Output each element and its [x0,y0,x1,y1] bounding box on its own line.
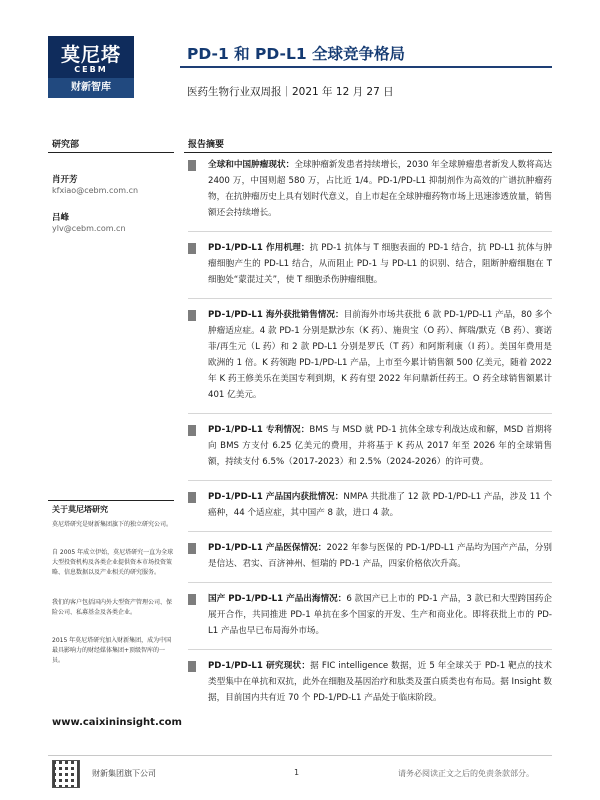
summary-item-heading: PD-1/PD-L1 专利情况： [208,425,310,435]
report-subtitle: 医药生物行业双周报｜2021 年 12 月 27 日 [187,86,394,98]
summary-item [188,240,552,299]
logo-name-en: CEBM [74,65,108,74]
bullet-marker [188,243,196,254]
summary-divider [184,152,552,153]
cebm-logo [48,36,134,98]
page-number: 1 [294,768,300,777]
about-paragraph: 我们的客户包括国内外大型资产管理公司、保险公司、私募基金及各类企业。 [52,599,173,616]
summary-heading: 报告摘要 [188,140,225,150]
qr-code-icon [52,760,80,788]
summary-item-text: 2022 年参与医保的 PD-1/PD-L1 产品均为国产产品，分别是信达、君实、百济神州、恒瑞的 PD-1 产品，四家价格依次升高。 [208,543,552,569]
summary-item [188,658,552,716]
about-heading: 关于莫尼塔研究 [52,505,108,514]
summary-item-text: 全球肿瘤新发患者持续增长，2030 年全球肿瘤患者新发人数将高达 2400 万，中国则超 580 万，占比近 1/4。PD-1/PD-L1 抑制剂作为高效的广谱抗肿瘤药物，在抗肿瘤历史上具有划时代意义，自上市起在全球肿瘤药物市场上迅速渗透放量，销售额还会持续增长。 [208,160,552,218]
summary-item-heading: 全球和中国肿瘤现状： [208,160,295,170]
report-title: PD-1 和 PD-L1 全球竞争格局 [187,45,406,63]
bullet-marker [188,492,196,503]
website-link[interactable]: www.caixininsight.com [52,717,182,728]
summary-item-heading: PD-1/PD-L1 研究现状： [208,661,311,671]
research-divider [48,152,174,153]
analyst-email[interactable]: kfxiao@cebm.com.cn [52,186,139,195]
bullet-marker [188,543,196,554]
analyst-name: 肖开芳 [52,175,78,185]
about-paragraph: 自 2005 年成立伊始，莫尼塔研究一直为全球大型投资机构及各类企业提供资本市场投资策略、信息数据以及产业相关的研究服务。 [52,549,174,576]
summary-list [188,157,552,724]
research-heading: 研究部 [52,140,80,150]
summary-item-text: NMPA 共批准了 12 款 PD-1/PD-L1 产品，涉及 11 个癌种，44 个适应症，其中国产 8 款，进口 4 款。 [208,492,552,518]
summary-item-text: 据 FIC intelligence 数据，近 5 年全球关于 PD-1 靶点的技术类型集中在单抗和双抗，此外在细胞及基因治疗和肽类及蛋白质类也有布局。据 Insight 数据，目前国内共有近 70 个 PD-1/PD-L1 产品处于临床阶段。 [208,661,552,703]
summary-item [188,422,552,481]
analyst-email[interactable]: ylv@cebm.com.cn [52,224,126,233]
summary-item [188,540,552,583]
about-divider [48,500,174,501]
bullet-marker [188,160,196,171]
bullet-marker [188,661,196,672]
about-paragraph: 2015 年莫尼塔研究加入财新集团，成为中国最具影响力的财经媒体集团+顶级智库的一员。 [52,637,172,664]
disclaimer-note: 请务必阅读正文之后的免责条款部分。 [398,769,534,778]
summary-item [188,591,552,650]
bullet-marker [188,594,196,605]
summary-item-text: 目前海外市场共获批 6 款 PD-1/PD-L1 产品，80 多个肿瘤适应症。4 款 PD-1 分别是默沙东（K 药）、施贵宝（O 药）、辉瑞/默克（B 药）、赛诺菲/再生元（L 药）和 2 款 PD-L1 分别是罗氏（T 药）和阿斯利康（I 药）。美国年费用是欧洲的 1 倍。K 药领跑 PD-1/PD-L1 产品，上市至今累计销售额 500 亿美元，随着 2022 年 K 药王修美乐在美国专利到期，K 药有望 2022 年问鼎新任药王。O 药全球销售额累计 401 亿美元。 [208,310,552,400]
summary-item-heading: PD-1/PD-L1 产品医保情况： [208,543,327,553]
summary-item-heading: PD-1/PD-L1 作用机理： [208,243,310,253]
bullet-marker [188,425,196,436]
summary-item-heading: PD-1/PD-L1 海外获批销售情况： [208,310,344,320]
about-paragraph: 莫尼塔研究是财新集团旗下的独立研究公司。 [52,521,173,528]
summary-item [188,157,552,232]
summary-item [188,307,552,414]
logo-name-cn: 莫尼塔 [60,44,121,66]
footer-divider [48,755,552,756]
summary-item [188,489,552,532]
analyst-name: 吕峰 [52,213,70,223]
summary-item-heading: 国产 PD-1/PD-L1 产品出海情况： [208,594,347,604]
title-divider [180,66,552,68]
summary-item-text: BMS 与 MSD 就 PD-1 抗体全球专利战达成和解，MSD 首期将向 BMS 方支付 6.25 亿美元的费用，并将基于 K 药从 2017 年至 2026 年的全球销售额，持续支付 6.5%（2017-2023）和 2.5%（2024-2026）的许可费。 [208,425,552,467]
summary-item-heading: PD-1/PD-L1 产品国内获批情况： [208,492,344,502]
summary-item-text: 6 款国产已上市的 PD-1 产品，3 款已和大型跨国药企展开合作，共同推进 PD-1 单抗在多个国家的开发、生产和商业化。即将获批上市的 PD-L1 产品也早已布局海外市场。 [208,594,553,636]
bullet-marker [188,310,196,321]
footer-company: 财新集团旗下公司 [92,769,156,778]
logo-subname: 财新智库 [48,78,134,98]
summary-item-text: 抗 PD-1 抗体与 T 细胞表面的 PD-1 结合，抗 PD-L1 抗体与肿瘤细胞产生的 PD-L1 结合，从而阻止 PD-1 与 PD-L1 的识别、结合，阻断肿瘤细胞在 T 细胞处“蒙混过关”，使 T 细胞杀伤肿瘤细胞。 [208,243,552,285]
